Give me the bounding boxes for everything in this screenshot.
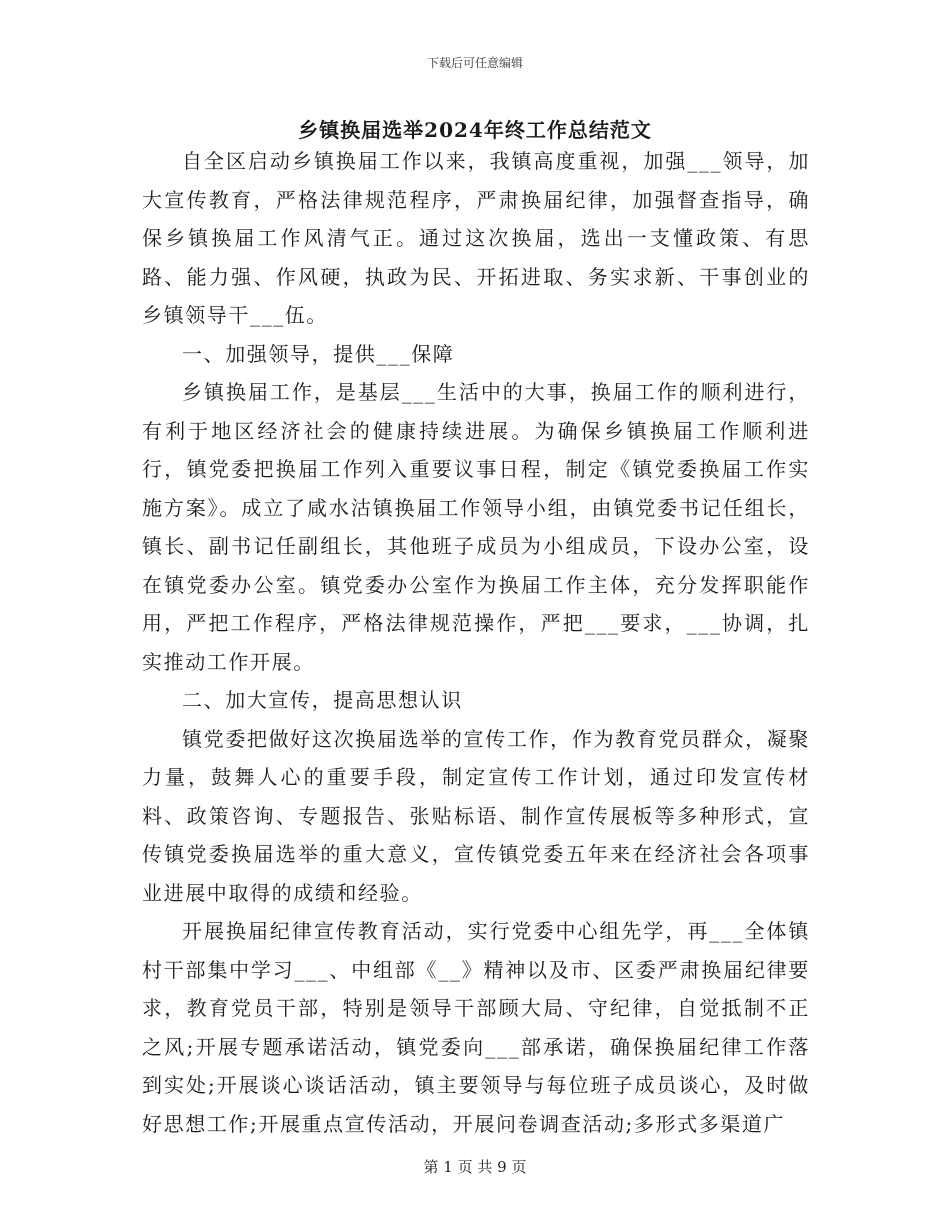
page-header-note: 下载后可任意编辑 (426, 56, 523, 70)
paragraph-discipline: 开展换届纪律宣传教育活动，实行党委中心组先学，再___全体镇村干部集中学习___、中组部《__》精神以及市、区委严肃换届纪律要求，教育党员干部，特别是领导干部顾大局、守纪律，自觉抵制不正之风;开展专题承诺活动，镇党委向___部承诺，确保换届纪律工作落到实处;开展谈心谈话活动，镇主要领导与每位班子成员谈心，及时做好思想工作;开展重点宣传活动，开展问卷调查活动;多形式多渠道广 (142, 919, 810, 1136)
section-heading-2: 二、加大宣传，提高思想认识 (182, 688, 463, 712)
paragraph-intro: 自全区启动乡镇换届工作以来，我镇高度重视，加强___领导，加大宣传教育，严格法律规范程序，严肃换届纪律，加强督查指导，确保乡镇换届工作风清气正。通过这次换届，选出一支懂政策、有思路、能力强、作风硬，执政为民、开拓进取、务实求新、干事创业的乡镇领导干___伍。 (142, 149, 810, 327)
document-title: 乡镇换届选举2024年终工作总结范文 (298, 118, 652, 142)
section-heading-1: 一、加强领导，提供___保障 (182, 341, 455, 366)
paragraph-section-2: 镇党委把做好这次换届选举的宣传工作，作为教育党员群众，凝聚力量，鼓舞人心的重要手段，制定宣传工作计划，通过印发宣传材料、政策咨询、专题报告、张贴标语、制作宣传展板等多种形式，宣传镇党委换届选举的重大意义，宣传镇党委五年来在经济社会各项事业进展中取得的成绩和经验。 (142, 726, 810, 905)
page-number: 第 1 页 共 9 页 (423, 1158, 527, 1176)
paragraph-section-1: 乡镇换届工作，是基层___生活中的大事，换届工作的顺利进行，有利于地区经济社会的健康持续进展。为确保乡镇换届工作顺利进行，镇党委把换届工作列入重要议事日程，制定《镇党委换届工作实施方案》。成立了咸水沽镇换届工作领导小组，由镇党委书记任组长，镇长、副书记任副组长，其他班子成员为小组成员，下设办公室，设在镇党委办公室。镇党委办公室作为换届工作主体，充分发挥职能作用，严把工作程序，严格法律规范操作，严把___要求，___协调，扎实推动工作开展。 (142, 380, 810, 674)
document-body (142, 142, 810, 1143)
